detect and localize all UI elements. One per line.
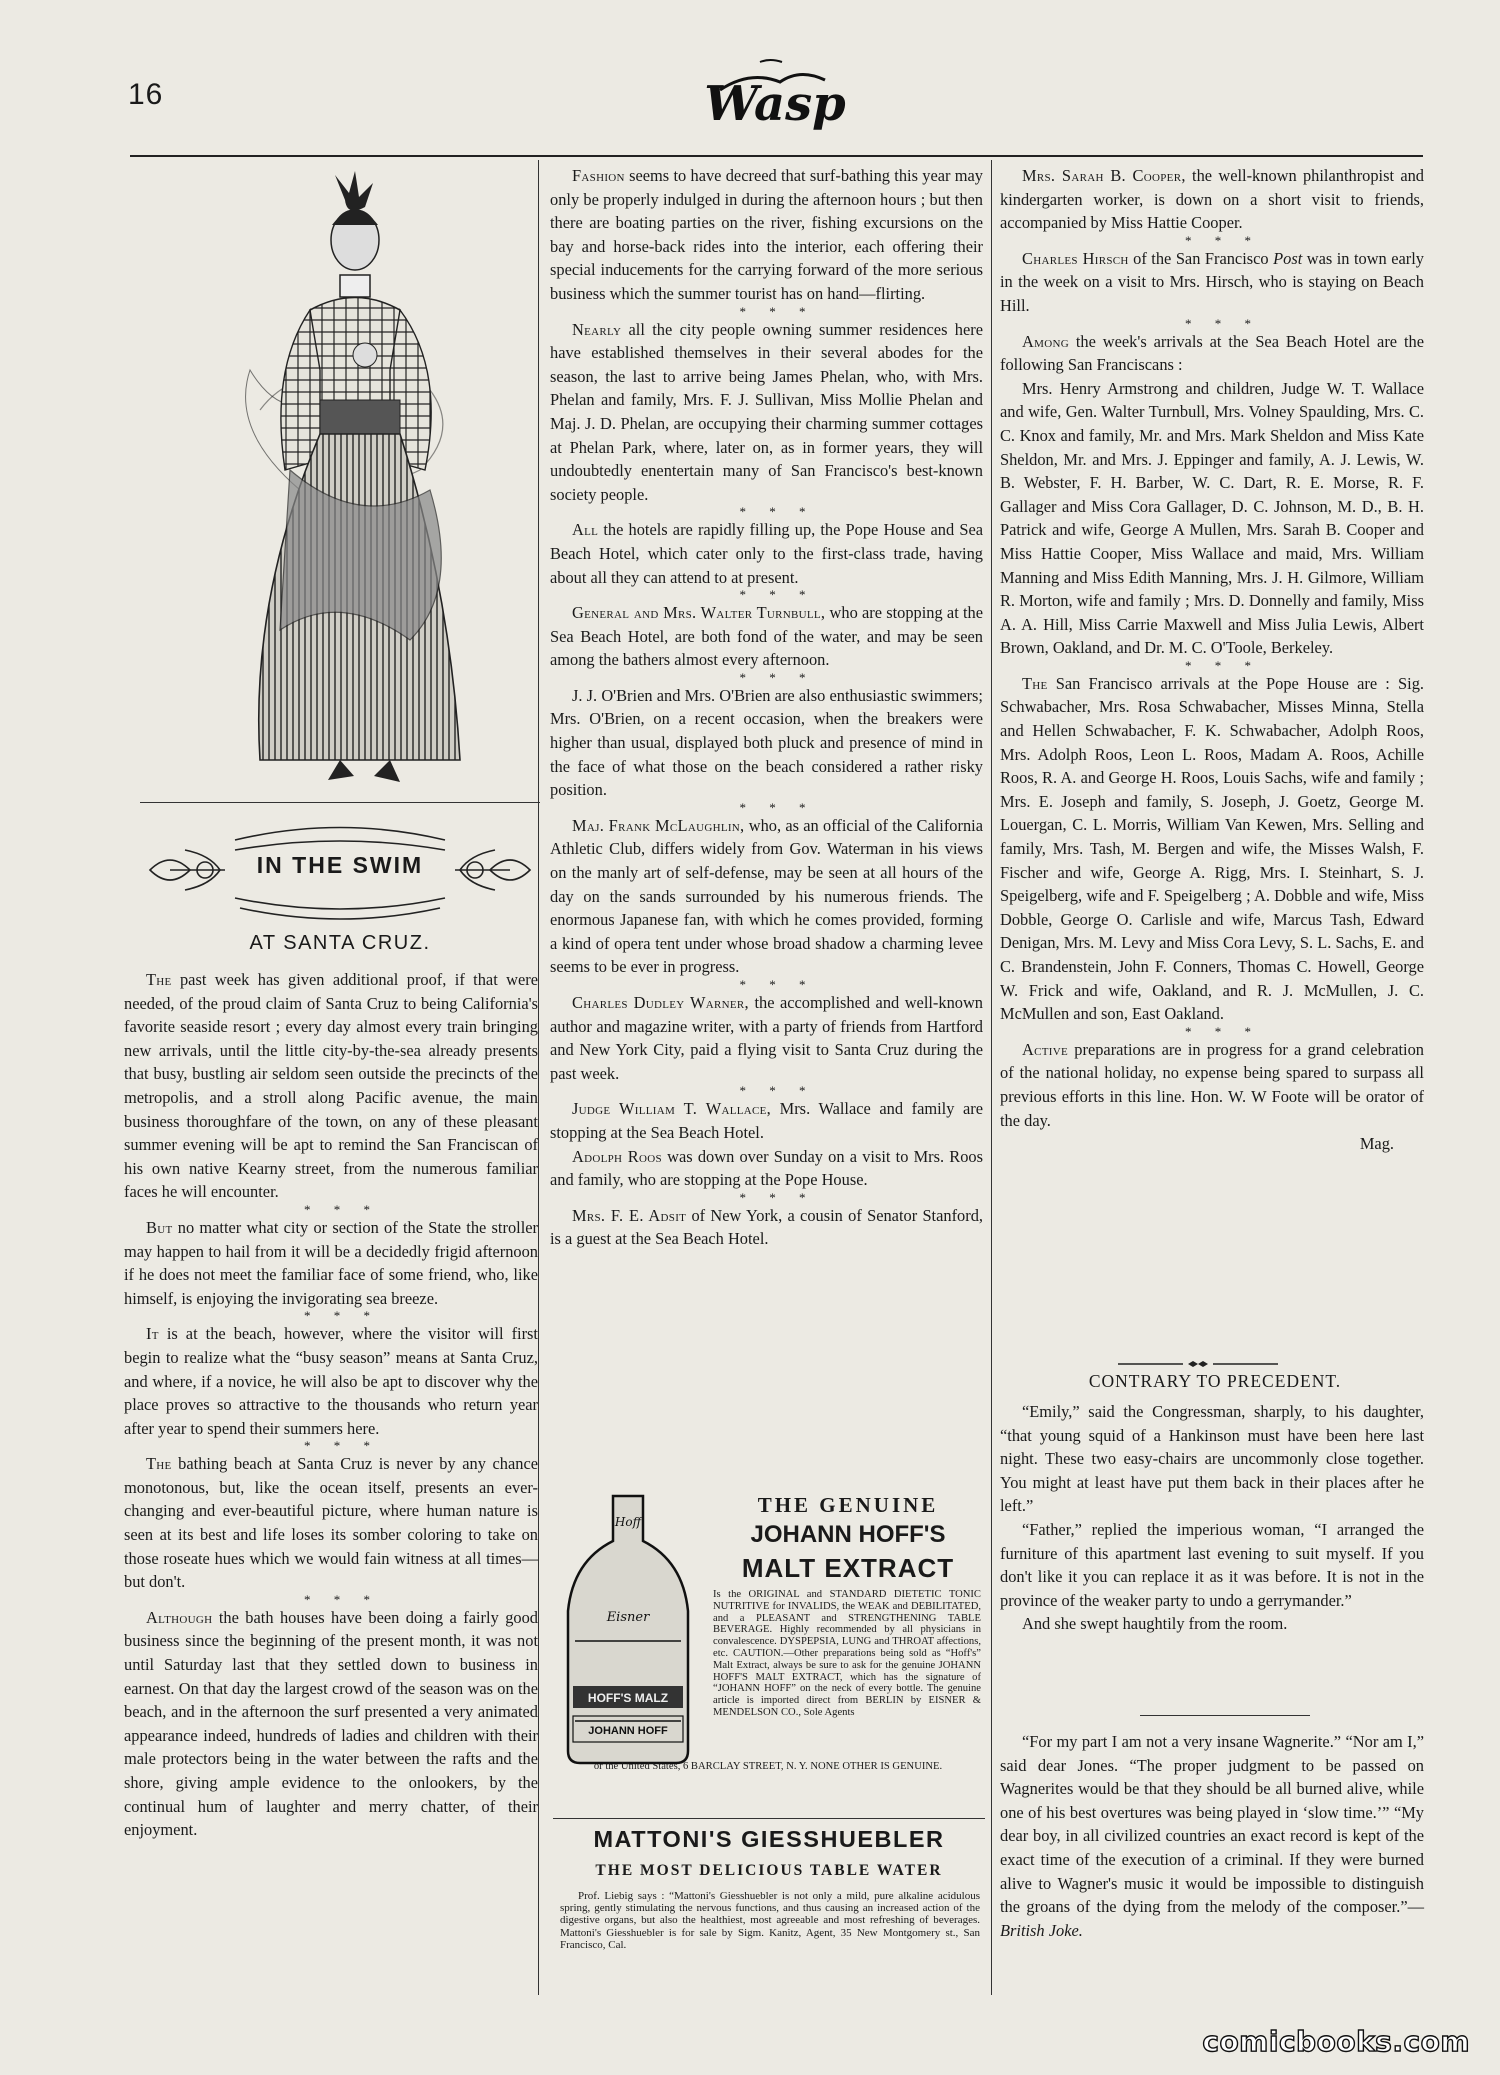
paragraph [550,991,983,1085]
hoff-ad-title-genuine: THE GENUINE [757,1493,939,1517]
paragraph-body: the accomplished and well-known author and magazine writer, with a party of friends from Hartford and New York City, paid a flying visit to Santa Cruz during the past week. [550,993,983,1083]
contrary-story [1000,1400,1424,1636]
paragraph-body: the hotels are rapidly filling up, the Pope House and Sea Beach Hotel, which cater only to the first-class trade, having about all they can attend to at present. [550,520,983,587]
section-separator: * * * [739,977,816,992]
lead-word: Although [146,1607,213,1627]
paragraph-body: preparations are in progress for a grand celebration of the national holiday, no expense being spared to surpass all previous efforts in this line. Hon. W. W Foote will be orator of the day. [1000,1039,1424,1130]
wagner-joke [1000,1730,1424,1942]
paragraph [550,164,983,306]
paragraph [124,968,538,1204]
paragraph-body: “For my part I am not a very insane Wagnerite.” “Nor am I,” said dear Jones. “The proper judgment to be passed on Wagnerites would be that they should be all burned alive, while one of his best overtures was being played in ‘slow time.’” “My dear boy, in all civilized countries an exact record is kept of the exact time of the execution of a criminal. If they were burned alive to Wagner's music it would be impossible to distinguish the groans of the dying from the melody of the composer.”— [1000,1732,1424,1917]
lead-word: All [572,520,599,540]
section-separator: * * * [739,587,816,603]
paragraph-body: past week has given additional proof, if that were needed, of the proud claim of Santa Cruz to being California's favorite seaside resort ; every day almost every train bringing new arrivals, until the little city-by-the-sea already presents that busy, bustling air seldom seen outside the precincts of the metropolis, and a stroll along Pacific avenue, the main business thoroughfare of the town, on any of these pleasant summer evening will be apt to remind the San Franciscan of his own native Kearny street, from the numerous familiar faces he will encounter. [124,970,538,1202]
contrary-heading: CONTRARY TO PRECEDENT. [1088,1371,1342,1391]
mattoni-ad-title: MATTONI'S GIESSHUEBLER [593,1826,945,1852]
section-separator: * * * [1185,315,1261,331]
hoff-ad-title-product: MALT EXTRACT [741,1553,955,1583]
paragraph-body: bathing beach at Santa Cruz is never by any chance monotonous, but, like the ocean itself, presents an ever-changing and ever-beautiful picture, where human nature is seen at its best and life loses its somber coloring to take on those roseate hues which we would fain witness at all times—but don't. [124,1454,538,1592]
section-separator: * * * [304,1201,380,1217]
section-separator: * * * [739,303,816,319]
paragraph-body: Mrs. Wallace and family are stopping at the Sea Beach Hotel. [550,1099,983,1142]
hoff-ad-footer: or the United States, 6 BARCLAY STREET, N. Y. NONE OTHER IS GENUINE. [593,1761,943,1772]
bottle-label-band: HOFF'S MALZ [587,1691,669,1705]
masthead-text: Wasp [704,76,846,132]
paragraph [550,318,983,507]
section-separator: * * * [739,1083,816,1099]
lead-word: The [1022,673,1048,693]
newspaper-name: Post [1273,248,1303,268]
header-rule [130,155,1423,157]
paragraph-body: the week's arrivals at the Sea Beach Hotel are the following San Franciscans : [1000,331,1424,375]
section-separator: * * * [1185,232,1261,248]
lead-word: The [146,1454,172,1474]
paragraph [1000,1038,1424,1132]
section-separator: * * * [739,799,816,815]
bottle-label-top: Hoff [614,1515,642,1529]
mattoni-ad-subtitle: THE MOST DELICIOUS TABLE WATER [595,1862,943,1879]
paragraph-body: the well-known philanthropist and kindergarten worker, is down on a short visit to friends, accompanied by Miss Hattie Cooper. [1000,166,1425,233]
swim-banner-title: IN THE SWIM [256,852,424,878]
illustration-rule [140,802,540,803]
lead-word: Charles Hirsch [1022,248,1129,268]
section-separator: * * * [739,1189,816,1205]
swim-banner-subtitle: AT SANTA CRUZ. [249,932,431,954]
masthead-logo [690,50,860,140]
paragraph-body: was down over Sunday on a visit to Mrs. Roos and family, who are stopping at the Pope House. [550,1146,984,1190]
lead-word: The [146,970,172,989]
left-column-text [124,968,538,1842]
paragraph [1000,247,1424,318]
paragraph [550,518,983,589]
paragraph [1000,672,1424,1026]
lead-word: But [146,1217,173,1237]
lady-illustration [160,170,540,790]
lead-word: Mrs. Sarah B. Cooper, [1022,166,1186,185]
hoff-ad-body: Is the ORIGINAL and STANDARD DIETETIC TONIC NUTRITIVE for INVALIDS, the WEAK and DEBILITATED, and a PLEASANT and STRENGTHENING TABLE BEVERAGE. Highly recommended by all physicians in convalescence. DYSPEPSIA, LUNG and THROAT affections, etc. CAUTION.—Other preparations being sold as “Hoff's” Malt Extract, always be sure to ask for the genuine JOHANN HOFF'S MALT EXTRACT, which has the signature of “JOHANN HOFF” on the neck of every bottle. The genuine article is imported direct from BERLIN by EISNER & MENDELSON CO., Sole Agents [713,1589,981,1718]
paragraph-body: no matter what city or section of the State the stroller may happen to hail from it will be a decidedly frigid afternoon if he does not meet the familiar face of some friend, who, like himself, is enjoying the invigorating sea breeze. [124,1217,538,1308]
section-separator: * * * [304,1308,380,1324]
paragraph [550,1145,983,1192]
hoff-ad-title-brand: JOHANN HOFF'S [750,1521,946,1548]
lead-word: Mrs. F. E. Adsit [572,1205,687,1225]
paragraph [550,814,983,979]
section-separator: * * * [1185,657,1261,673]
lead-word: Fashion [572,166,625,185]
lead-word: Maj. Frank McLaughlin, [572,815,745,835]
paragraph-body: the bath houses have been doing a fairly good business since the beginning of the present month, it was not until Saturday last that they settled down to business in earnest. On that day the largest crowd of the season was on the beach, and in the afternoon the surf presented a very animated appearance indeed, hundreds of ladies and children with their male protectors being in the water between the rafts and the shore, giving ample evidence to the onlookers, by the continual hum of laughter and merry chatter, of their enjoyment. [124,1607,538,1840]
mattoni-ad-body: Prof. Liebig says : “Mattoni's Giesshuebler is not only a mild, pure alkaline acidulous spring, gently stimulating the nervous functions, and thus causing an increased action of the digestive organs, but also the healthiest, most agreeable and most refreshing of beverages. Mattoni's Giesshuebler is for sale by Sigm. Kanitz, Agent, 35 New Montgomery st., San Francisco, Cal. [560,1890,980,1951]
paragraph [124,1322,538,1440]
section-separator: * * * [304,1591,380,1607]
lead-word: Active [1022,1039,1069,1059]
lead-word: Adolph Roos [572,1146,662,1166]
bottle-label-bottom: JOHANN HOFF [588,1725,668,1737]
paragraph-body: all the city people owning summer residences here have established themselves in their several abodes for the season, the last to arrive being James Phelan, who, with Mrs. Phelan and family, Mrs. F. J. Sullivan, Miss Mollie Phelan and Maj. J. D. Phelan, are occupying their charming summer cottages at Phelan Park, where, later on, as in former years, they will undoubtedly enentertain many of San Francisco's best-known society people. [550,319,983,504]
section-separator: * * * [739,669,816,685]
ad-divider-rule [553,1818,985,1819]
section-separator: * * * [304,1438,380,1454]
lead-word: Charles Dudley Warner, [572,993,749,1012]
lead-word: General and Mrs. Walter Turnbull, [572,603,826,623]
paragraph [124,1216,538,1310]
lead-word: Judge William T. Wallace, [572,1099,772,1119]
paragraph: “Emily,” said the Congressman, sharply, to his daughter, “that young squid of a Hankinson must have been here last night. These two easy-chairs are uncommonly close together. You might at least have put them back in their places after he left.” [1000,1402,1424,1516]
paragraph [1000,164,1424,235]
lead-word: Among [1022,331,1069,351]
hoff-malt-advertisement [553,1483,985,1825]
paragraph-body: who are stopping at the Sea Beach Hotel, are both fond of the water, and may be seen among the bathers almost every afternoon. [550,603,983,670]
section-separator: * * * [739,504,816,520]
joke-source: British Joke. [1000,1920,1083,1940]
middle-column-text [550,164,983,1251]
paragraph [1000,330,1424,377]
paragraph: J. J. O'Brien and Mrs. O'Brien are also enthusiastic swimmers; Mrs. O'Brien, on a recent occasion, when the breakers were higher than usual, displayed both pluck and presence of mind in the face of what those on the beach considered a rather risky position. [550,685,983,800]
paragraph-body: San Francisco arrivals at the Pope House are : Sig. Schwabacher, Mrs. Rosa Schwabacher, Misses Minna, Stella and Hellen Schwabacher, F. K. Schwabacher, Adolph Roos, Mrs. Adolph Roos, Leon L. Roos, Madam A. Roos, Achille Roos, R. A. and George H. Roos, Louis Sachs, wife and family ; Mrs. E. Joseph and family, S. Joseph, J. Goetz, George M. Louergan, C. L. Morris, William Van Kewen, Mrs. Selling and family, Mrs. Tash, M. Bergen and wife, the Misses Walsh, F. Fischer and wife, George A. Rigg, Mrs. I. Steinhart, S. J. Speigelberg, wife and F. Speigelberg ; A. Dobble and wife, Miss Dobble, George O. Carlisle and wife, Marcus Tash, Edward Denigan, Mrs. M. Levy and Miss Cora Levy, S. L. Sachs, E. and C. Brandenstein, John F. Conners, Thomas C. Howell, George W. Frick and wife, Oakland, and R. J. McMullen, J. C. McMullen and son, East Oakland. [1000,673,1424,1024]
right-column-text [1000,164,1424,1156]
paragraph-body: who, as an official of the California Athletic Club, differs widely from Gov. Waterman in his views on the manly art of self-defense, may be seen at all hours of the day on the sands surrounded by his numerous friends. The enormous Japanese fan, with which he comes provided, forming a kind of opera tent under whose broad shadow a charming levee seems to be ever in progress. [550,815,983,977]
paragraph [124,1452,538,1594]
column-divider-right [991,160,992,1995]
malt-bottle-icon [553,1491,703,1766]
ornamental-rule [1118,1355,1278,1363]
paragraph-body: of New York, a cousin of Senator Stanford, is a guest at the Sea Beach Hotel. [550,1205,983,1249]
paragraph-body: was in town early in the week on a visit to Mrs. Hirsch, who is staying on Beach Hill. [1000,248,1424,315]
paragraph-body: seems to have decreed that surf-bathing this year may only be properly indulged in during the afternoon hours ; but then there are boating parties on the river, fishing excursions on the bay and horse-back rides into the interior, each offering their special inducements for the carrying forward of the more serious business which the summer tourist has on hand—flirting. [550,166,983,303]
page-number: 16 [128,78,164,111]
paragraph [1000,1730,1424,1942]
paragraph: And she swept haughtily from the room. [1022,1614,1288,1634]
bottle-label-mid: Eisner [606,1610,650,1625]
paragraph: “Father,” replied the imperious woman, “I arranged the furniture of this apartment last evening to suit myself. If you don't like it you can replace it as it was before. It is not in the province of the weaker party to undo a gerrymander.” [1000,1519,1424,1610]
paragraph-body: is at the beach, however, where the visitor will first begin to realize what the “busy season” means at Santa Cruz, and where, if a novice, he will also be apt to discover why the place proves so attractive to the thousands who return year after year to spend their summers here. [124,1324,538,1438]
section-separator: * * * [1185,1023,1261,1039]
paragraph [124,1606,538,1842]
signature: Mag. [1359,1134,1394,1154]
lead-word: It [146,1324,159,1344]
watermark: comicbooks.com [1202,2025,1470,2058]
wasp-logo [690,50,860,140]
paragraph-body: of the San Francisco [1128,248,1274,268]
paragraph [550,1204,983,1251]
paragraph: Mrs. Henry Armstrong and children, Judge W. T. Wallace and wife, Gen. Walter Turnbull, Mrs. Volney Spaulding, Mrs. C. C. Knox and family, Mr. and Mrs. Mark Sheldon and Miss Kate Sheldon, Mr. and Mrs. J. Eppinger and family, A. J. Lewis, W. B. Webster, F. H. Barber, W. C. Dart, R. E. Morse, R. F. Gallager and Miss Cora Gallager, D. C. Johnson, M. D., B. H. Patrick and wife, George A Mullen, Mrs. Sarah B. Cooper and Miss Hattie Cooper, Miss Wallace and maid, Mrs. William Manning and Miss Edith Manning, Mrs. J. H. Gilmore, William R. Morton, wife and family ; Mrs. D. Donnelly and family, Miss A. A. Hill, Miss Carrie Maxwell and Miss Julia Lewis, Albert Brown, Oakland, and Dr. M. C. O'Toole, Berkeley. [1000,378,1424,658]
story-divider-rule [1140,1715,1310,1716]
paragraph [550,1097,983,1144]
lead-word: Nearly [572,319,622,339]
paragraph [550,601,983,672]
